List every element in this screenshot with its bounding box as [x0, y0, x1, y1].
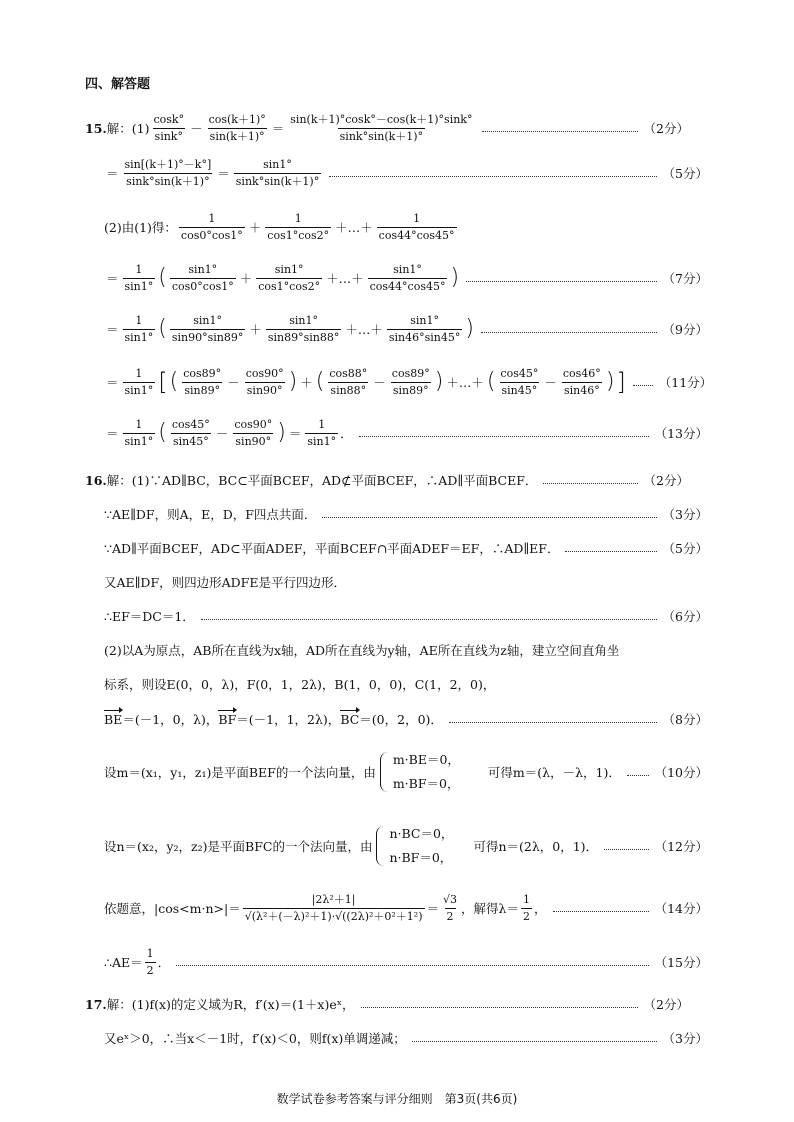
equation-system: n·BC＝0， n·BF＝0，: [376, 826, 453, 866]
dot-leader: [361, 1007, 638, 1008]
p16-line-7: [104, 675, 708, 693]
p16-text: (2)以A为原点，AB所在直线为x轴，AD所在直线为y轴，AE所在直线为z轴，建立空间直角坐: [104, 643, 620, 658]
p16-text: ＝(0，2，0)．: [359, 712, 443, 727]
p16-text: 又AE∥DF，则四边形ADFE是平行四边形．: [104, 575, 346, 590]
vector-bf: BF: [218, 711, 237, 727]
p16-text: 可得m＝(λ，－λ，1)．: [487, 765, 621, 780]
dot-leader: [329, 176, 656, 177]
fraction: $\frac{\sin 1^\circ}{\sin k^\circ\sin(k+1)^\circ}$: [235, 158, 320, 188]
score-label: （11分）: [658, 375, 713, 391]
section-heading: 四、解答题: [85, 77, 151, 92]
fraction: $\frac{\sin(k+1)^\circ\cos k^\circ-\cos(k+1)^\circ\sin k^\circ}{\sin k^\circ\sin(k+1)^\circ}$: [290, 113, 473, 143]
score-label: （5分）: [662, 541, 708, 556]
fraction: $\frac{1}{\sin 1^\circ}$: [124, 367, 154, 397]
p15-line-3: (2)由(1)得： $\frac{1}{\cos 0^\circ\cos 1^\circ}$ ＋ $\frac{1}{\cos 1^\circ\cos 2^\circ}$ ＋…＋ $\frac{1}{\cos 44^\circ\cos 45^\circ}$: [104, 212, 455, 242]
fraction: $\frac{\cos 90^\circ}{\sin 90^\circ}$: [234, 418, 273, 448]
vector-be: BE: [104, 711, 123, 727]
dot-leader: [201, 619, 657, 620]
dot-leader: [359, 436, 649, 437]
score-label: （14分）: [654, 901, 708, 917]
dot-leader: [481, 332, 657, 333]
dot-leader: [449, 722, 657, 723]
p16-text: 标系，则设E(0，0，λ)，F(0，1，2λ)，B(1，0，0)，C(1，2，0)，: [104, 677, 496, 692]
p15-number: 15.: [85, 120, 107, 136]
dot-leader: [604, 849, 649, 850]
fraction: $\frac{\cos 45^\circ}{\sin 45^\circ}$: [171, 418, 210, 448]
fraction: $\frac{√3}{2}$: [443, 893, 458, 923]
p17-text: 解：(1)f(x)的定义域为R，f′(x)＝(1＋x)eˣ，: [106, 997, 355, 1012]
score-label: （13分）: [654, 426, 708, 442]
p16-text: 解：(1)∵AD∥BC，BC⊂平面BCEF，AD⊄平面BCEF，∴AD∥平面BCEF．: [106, 473, 538, 488]
dot-leader: [565, 551, 656, 552]
p16-text: ＝(－1，0，λ)，: [122, 712, 219, 727]
p15-lead: 解：(1): [106, 121, 150, 137]
score-label: （2分）: [643, 997, 689, 1012]
p15-line-2: ＝ $\frac{\sin[(k+1)^\circ-k^\circ]}{\sin k^\circ\sin(k+1)^\circ}$ ＝ $\frac{\sin 1^\circ}{\sin k^\circ\sin(k+1)^\circ}$ （5分）: [106, 158, 708, 188]
p16-line-11: 依题意，|cos<m·n>|＝ $\frac{\text{|2λ²＋1|}}{\text{√(λ²＋(－λ)²＋1)·√((2λ)²＋0²＋1²)}}$ ＝ $\frac{√3}{2}$ ，解得λ＝ $\frac{1}{2}$ ， （14分）: [104, 893, 708, 923]
fraction: $\frac{1}{2}$: [146, 947, 154, 977]
p16-line-5: [104, 607, 708, 625]
fraction: $\frac{1}{\sin 1^\circ}$: [307, 418, 337, 448]
p16-line-9: [104, 752, 708, 792]
fraction: $\frac{\sin 1^\circ}{\cos 44^\circ\cos 45^\circ}$: [369, 263, 446, 293]
fraction: $\frac{1}{\cos 0^\circ\cos 1^\circ}$: [180, 212, 243, 242]
p16-number: 16.: [85, 472, 107, 488]
dot-leader: [633, 385, 653, 386]
dot-leader: [482, 131, 637, 132]
fraction: $\frac{\sin 1^\circ}{\sin 89^\circ\sin 88^\circ}$: [267, 314, 340, 344]
p16-line-10: [104, 826, 708, 866]
fraction: $\frac{1}{\cos 44^\circ\cos 45^\circ}$: [378, 212, 455, 242]
score-label: （9分）: [662, 322, 708, 338]
fraction: $\frac{\sin[(k+1)^\circ-k^\circ]}{\sin k^\circ\sin(k+1)^\circ}$: [124, 158, 212, 188]
p16-line-4: [104, 573, 708, 591]
p15-line-4: ＝ $\frac{1}{\sin 1^\circ}$ ( $\frac{\sin 1^\circ}{\cos 0^\circ\cos 1^\circ}$ ＋ $\frac{\sin 1^\circ}{\cos 1^\circ\cos 2^\circ}$ ＋…＋ $\frac{\sin 1^\circ}{\cos 44^\circ\cos 45^\circ}$ ) （7分）: [106, 263, 708, 293]
fraction: $\frac{1}{\sin 1^\circ}$: [124, 263, 154, 293]
p17-line-1: [85, 995, 689, 1013]
p15-line-6: ＝ $\frac{1}{\sin 1^\circ}$ [ ( $\frac{\cos 89^\circ}{\sin 89^\circ}$ － $\frac{\cos 90^\circ}{\sin 90^\circ}$ ) ＋ ( $\frac{\cos 88^\circ}{\sin 88^\circ}$ － $\frac{\cos 89^\circ}{\sin 89^\circ}$ ) ＋…＋ ( $\frac{\cos 45^\circ}{\sin 45^\circ}$ － $\frac{\cos 46^\circ}{\sin 46^\circ}$ ) ] （11分）: [106, 367, 713, 397]
p17-text: 又eˣ＞0，∴当x＜－1时，f′(x)＜0，则f(x)单调递减；: [104, 1031, 406, 1046]
fraction: $\frac{\cos k^\circ}{\sin k^\circ}$: [153, 113, 185, 143]
score-label: （15分）: [654, 955, 708, 971]
fraction: $\frac{\cos 45^\circ}{\sin 45^\circ}$: [500, 367, 539, 397]
fraction: $\frac{\cos 90^\circ}{\sin 90^\circ}$: [245, 367, 284, 397]
p15-line-1: 15. 解：(1) $\frac{\cos k^\circ}{\sin k^\circ}$ － $\frac{\cos(k+1)^\circ}{\sin(k+1)^\circ}$ ＝ $\frac{\sin(k+1)^\circ\cos k^\circ-\cos(k+1)^\circ\sin k^\circ}{\sin k^\circ\sin(k+1)^\circ}$ （2分）: [85, 113, 689, 143]
p16-line-12: ∴AE＝ $\frac{1}{2}$ ． （15分）: [104, 947, 708, 977]
p17-line-2: [104, 1029, 708, 1047]
score-label: （12分）: [654, 839, 708, 854]
p16-text: ＝(－1，1，2λ)，: [236, 712, 341, 727]
fraction: $\frac{\sin 1^\circ}{\cos 0^\circ\cos 1^\circ}$: [171, 263, 234, 293]
dot-leader: [466, 281, 656, 282]
dot-leader: [176, 965, 648, 966]
dot-leader: [553, 911, 649, 912]
score-label: （2分）: [643, 473, 689, 488]
fraction: $\frac{1}{2}$: [522, 893, 530, 923]
score-label: （6分）: [662, 609, 708, 624]
equation-system: m·BE＝0， m·BF＝0，: [380, 752, 460, 792]
dot-leader: [412, 1041, 657, 1042]
score-label: （8分）: [662, 712, 708, 727]
fraction: $\frac{\sin 1^\circ}{\sin 46^\circ\sin 45^\circ}$: [388, 314, 461, 344]
score-label: （5分）: [662, 166, 708, 182]
fraction: $\frac{\cos(k+1)^\circ}{\sin(k+1)^\circ}$: [208, 113, 266, 143]
p16-text: ∴AE＝: [104, 955, 143, 971]
p16-line-3: [104, 539, 708, 557]
fraction: $\frac{1}{\sin 1^\circ}$: [124, 418, 154, 448]
p16-text: 依题意，|cos<m·n>|＝: [104, 901, 241, 917]
dot-leader: [322, 517, 656, 518]
p15-line-7: ＝ $\frac{1}{\sin 1^\circ}$ ( $\frac{\cos 45^\circ}{\sin 45^\circ}$ － $\frac{\cos 90^\circ}{\sin 90^\circ}$ ) ＝ $\frac{1}{\sin 1^\circ}$ ． （13分）: [106, 418, 708, 448]
fraction: $\frac{\text{|2λ²＋1|}}{\text{√(λ²＋(－λ)²＋1)·√((2λ)²＋0²＋1²)}}$: [244, 893, 423, 923]
dot-leader: [627, 775, 649, 776]
p16-line-1: [85, 471, 689, 489]
score-label: （3分）: [662, 507, 708, 522]
score-label: （2分）: [643, 121, 689, 137]
page-footer: 数学试卷参考答案与评分细则 第3页(共6页): [276, 1092, 518, 1106]
p16-text: ∵AD∥平面BCEF，AD⊂平面ADEF，平面BCEF∩平面ADEF＝EF，∴AD∥EF．: [104, 541, 560, 556]
dot-leader: [543, 483, 637, 484]
p17-number: 17.: [85, 996, 107, 1012]
p16-text: 可得n＝(2λ，0，1)．: [473, 839, 599, 854]
vector-bc: BC: [340, 711, 360, 727]
p16-line-8: [104, 710, 708, 728]
p16-text: 设n＝(x₂，y₂，z₂)是平面BFC的一个法向量，由: [104, 839, 373, 854]
fraction: $\frac{\cos 89^\circ}{\sin 89^\circ}$: [391, 367, 430, 397]
fraction: $\frac{1}{\cos 1^\circ\cos 2^\circ}$: [267, 212, 330, 242]
p15-line-5: ＝ $\frac{1}{\sin 1^\circ}$ ( $\frac{\sin 1^\circ}{\sin 90^\circ\sin 89^\circ}$ ＋ $\frac{\sin 1^\circ}{\sin 89^\circ\sin 88^\circ}$ ＋…＋ $\frac{\sin 1^\circ}{\sin 46^\circ\sin 45^\circ}$ ) （9分）: [106, 314, 708, 344]
fraction: $\frac{1}{\sin 1^\circ}$: [124, 314, 154, 344]
p16-text: ，解得λ＝: [461, 901, 519, 917]
fraction: $\frac{\sin 1^\circ}{\cos 1^\circ\cos 2^\circ}$: [258, 263, 321, 293]
score-label: （7分）: [662, 271, 708, 287]
p16-text: ∵AE∥DF，则A，E，D，F四点共面．: [104, 507, 317, 522]
score-label: （10分）: [654, 765, 708, 780]
fraction: $\frac{\cos 89^\circ}{\sin 89^\circ}$: [183, 367, 222, 397]
fraction: $\frac{\cos 46^\circ}{\sin 46^\circ}$: [562, 367, 601, 397]
p16-text: 设m＝(x₁，y₁，z₁)是平面BEF的一个法向量，由: [104, 765, 376, 780]
fraction: $\frac{\sin 1^\circ}{\sin 90^\circ\sin 89^\circ}$: [171, 314, 244, 344]
p16-line-6: [104, 641, 708, 659]
fraction: $\frac{\cos 88^\circ}{\sin 88^\circ}$: [329, 367, 368, 397]
score-label: （3分）: [662, 1031, 708, 1046]
p16-line-2: [104, 505, 708, 523]
p15-part2-lead: (2)由(1)得：: [104, 220, 177, 236]
p16-text: ∴EF＝DC＝1．: [104, 609, 195, 624]
